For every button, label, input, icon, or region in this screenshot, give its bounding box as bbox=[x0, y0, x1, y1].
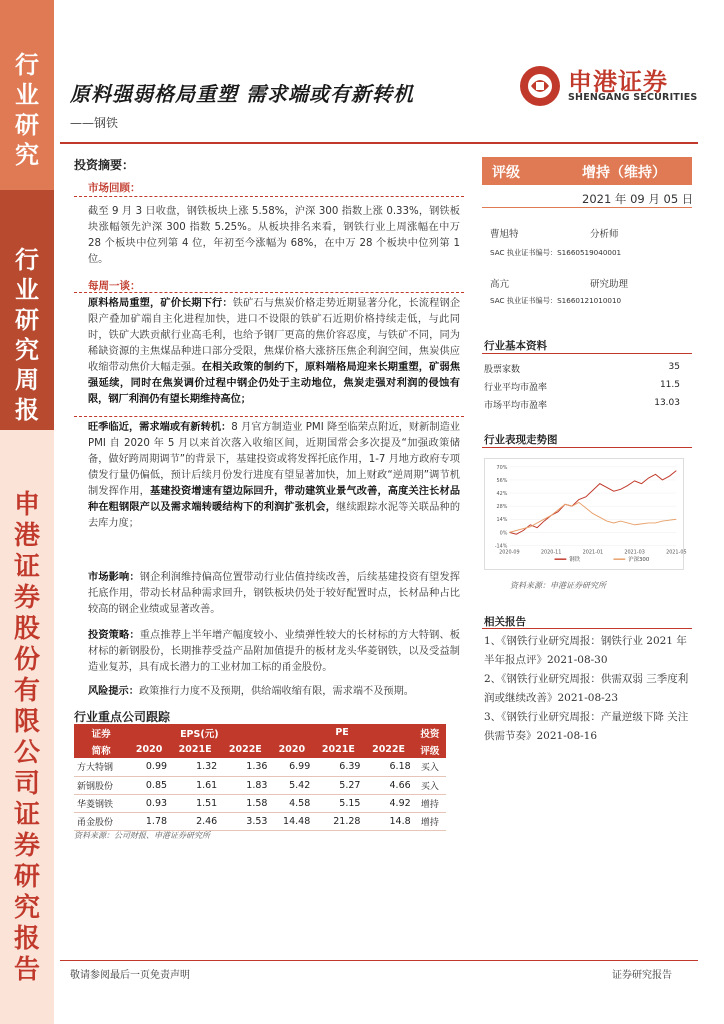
col-rating-1: 投资 bbox=[414, 724, 446, 741]
footer-disclaimer: 敬请参阅最后一页免责声明 bbox=[70, 970, 190, 981]
divider bbox=[482, 207, 692, 208]
cell-rating: 买入 bbox=[414, 758, 446, 776]
cell-eps: 0.85 bbox=[128, 776, 170, 794]
col-year: 2020 bbox=[128, 741, 170, 758]
analyst-title: 研究助理 bbox=[590, 279, 629, 290]
cell-pe: 5.42 bbox=[270, 776, 313, 794]
divider bbox=[74, 416, 464, 417]
investment-strategy bbox=[88, 628, 460, 676]
cell-pe: 5.15 bbox=[313, 794, 363, 812]
weekly-paragraph-1 bbox=[88, 296, 460, 408]
table-row bbox=[74, 758, 446, 776]
table-row bbox=[74, 794, 446, 812]
weekly-1-body: 铁矿石与焦炭价格走势近期显著分化，长流程钢企限产叠加矿端自主化进程加快，进口不设限的铁矿石近期价格持续走低，与此同时，铁矿大跌贡献行业高毛利，也给予钢厂更高的焦价容忍度，与铁矿不同，同为稀缺资源的主焦煤品种进口部分受限，焦煤价格大涨挤压焦企利润空间，焦炭供应收缩带动焦价大幅走强。 bbox=[88, 298, 461, 373]
report-date: 2021 年 09 月 05 日 bbox=[582, 192, 694, 206]
risk-warning-head: 风险提示： bbox=[88, 686, 139, 697]
cell-pe: 5.27 bbox=[313, 776, 363, 794]
cell-pe: 6.39 bbox=[313, 758, 363, 776]
logo-mark-icon bbox=[518, 64, 562, 108]
cell-name: 方大特钢 bbox=[74, 758, 128, 776]
summary-heading: 投资摘要： bbox=[74, 158, 135, 172]
performance-heading: 行业表现走势图 bbox=[484, 434, 558, 446]
weekly-2-end: 继续跟踪水泥等关联品种的去库力度； bbox=[88, 502, 461, 529]
rating-value: 增持（维持） bbox=[582, 165, 666, 181]
cell-pe: 4.66 bbox=[363, 776, 413, 794]
chart-y-tick-label: 14% bbox=[496, 517, 508, 524]
cell-pe: 14.8 bbox=[363, 812, 413, 830]
col-year: 2022E bbox=[363, 741, 413, 758]
chart-y-tick-label: 42% bbox=[496, 491, 508, 498]
report-subtitle: ——钢铁 bbox=[70, 116, 119, 130]
cell-rating: 买入 bbox=[414, 776, 446, 794]
table-row bbox=[74, 812, 446, 830]
sidebar-label-industry-research: 行 业 研 究 bbox=[15, 50, 39, 169]
divider bbox=[482, 353, 692, 354]
performance-chart bbox=[484, 458, 687, 570]
market-impact-text: 钢企利润维持偏高位置带动行业估值持续改善，后续基建投资有望发挥托底作用，带动长材品种需求回升，钢铁板块仍处于较好配置时点，长材品种占比较高的钢企业绩或显著改善。 bbox=[88, 572, 460, 615]
market-review-heading: 市场回顾： bbox=[88, 182, 141, 194]
cell-pe: 4.58 bbox=[270, 794, 313, 812]
performance-source: 资料来源：申港证券研究所 bbox=[510, 581, 606, 590]
company-table-source: 资料来源：公司财报、申港证券研究所 bbox=[74, 831, 210, 840]
chart-legend-label: 沪深300 bbox=[628, 557, 650, 564]
divider bbox=[482, 628, 692, 629]
cell-name: 新钢股份 bbox=[74, 776, 128, 794]
analyst-sac: SAC 执业证书编号：S1660519040001 bbox=[490, 248, 622, 257]
cell-name: 华菱钢铁 bbox=[74, 794, 128, 812]
col-year: 2020 bbox=[270, 741, 313, 758]
market-review-text: 截至 9 月 3 日收盘，钢铁板块上涨 5.58%，沪深 300 指数上涨 0.33%，钢铁板块涨幅领先沪深 300 指数 5.25%。从板块排名来看，钢铁行业上周涨幅在中万 28 个板块中位列第 4 位，年初至今涨幅为 68%，在中万 28 个板块中位列第 1 位。 bbox=[88, 206, 460, 265]
weekly-1-tail: 在相关政策的制约下，原料端格局迎来长期重塑，矿弱焦强延续，同时在焦炭调价过程中钢企仍处于主动地位，焦炭走强对利润的侵蚀有限，钢厂利润仍有望长期维持高位； bbox=[88, 362, 461, 405]
chart-x-tick-label: 2020-09 bbox=[499, 549, 520, 556]
logo-name-en: SHENGANG SECURITIES bbox=[568, 92, 698, 103]
table-header-row bbox=[74, 741, 446, 758]
risk-warning bbox=[88, 684, 460, 700]
cell-name: 甬金股份 bbox=[74, 812, 128, 830]
cell-eps: 0.93 bbox=[128, 794, 170, 812]
analyst-name: 曹旭特 bbox=[490, 229, 519, 240]
logo-name-cn: 申港证券 bbox=[568, 68, 668, 96]
divider bbox=[74, 196, 464, 197]
chart-x-tick-label: 2020-11 bbox=[540, 549, 562, 556]
cell-rating: 增持 bbox=[414, 812, 446, 830]
col-year: 2021E bbox=[313, 741, 363, 758]
col-year: 2021E bbox=[170, 741, 220, 758]
cell-eps: 0.99 bbox=[128, 758, 170, 776]
market-impact bbox=[88, 570, 460, 618]
analyst-name: 高亢 bbox=[490, 279, 510, 290]
chart-y-tick-label: -14% bbox=[494, 543, 508, 550]
col-group-pe: PE bbox=[270, 724, 413, 741]
sidebar-label-weekly: 行 业 研 究 周 报 bbox=[15, 245, 39, 424]
cell-eps: 1.32 bbox=[170, 758, 220, 776]
chart-y-tick-label: 56% bbox=[496, 477, 508, 484]
sidebar bbox=[0, 0, 54, 1024]
col-name: 简称 bbox=[74, 741, 128, 758]
col-security: 证券 bbox=[74, 724, 128, 741]
cell-eps: 1.36 bbox=[220, 758, 270, 776]
divider bbox=[482, 447, 692, 448]
col-rating-2: 评级 bbox=[414, 741, 446, 758]
chart-y-tick-label: 28% bbox=[496, 504, 508, 511]
weekly-2-body: 8 月官方制造业 PMI 降至临荣点附近，财新制造业 PMI 自 2020 年 5 月以来首次落入收缩区间，近期国常会多次提及“加强政策储备，做好跨周期调节”的背景下，基建投资或将发挥托底作用，1-7 月地方政府专项债发行量仍偏低，预计后续月份发行进度有望显著加快，加上财政“逆周期”调节机制发挥作用， bbox=[88, 422, 460, 497]
weekly-2-tail: 基建投资增速有望边际回升，带动建筑业景气改善，高度关注长材品种在粗钢限产以及需求端转暖结构下的利润扩张机会， bbox=[88, 486, 461, 513]
cell-pe: 14.48 bbox=[270, 812, 313, 830]
divider bbox=[74, 292, 464, 293]
chart-x-tick-label: 2021-05 bbox=[666, 549, 687, 556]
footer-rule bbox=[60, 960, 698, 961]
header-rule bbox=[60, 142, 698, 144]
company-table bbox=[74, 724, 446, 831]
cell-pe: 4.92 bbox=[363, 794, 413, 812]
weekly-1-lead: 原料格局重塑，矿价长期下行： bbox=[88, 298, 233, 309]
related-report[interactable]: 1、《钢铁行业研究周报：钢铁行业 2021 年半年报点评》2021-08-30 bbox=[484, 635, 687, 666]
weekly-heading: 每周一谈： bbox=[88, 280, 141, 292]
market-impact-head: 市场影响： bbox=[88, 572, 140, 583]
cell-pe: 21.28 bbox=[313, 812, 363, 830]
cell-eps: 1.83 bbox=[220, 776, 270, 794]
rating-label: 评级 bbox=[492, 165, 520, 181]
weekly-2-lead: 旺季临近，需求端或有新转机： bbox=[88, 422, 232, 433]
cell-rating: 增持 bbox=[414, 794, 446, 812]
company-table-title: 行业重点公司跟踪 bbox=[74, 710, 171, 724]
company-logo bbox=[518, 62, 708, 106]
cell-eps: 1.51 bbox=[170, 794, 220, 812]
cell-pe: 6.99 bbox=[270, 758, 313, 776]
cell-pe: 6.18 bbox=[363, 758, 413, 776]
col-group-eps: EPS(元) bbox=[128, 724, 270, 741]
chart-x-tick-label: 2021-03 bbox=[624, 549, 645, 556]
cell-eps: 1.61 bbox=[170, 776, 220, 794]
cell-eps: 1.58 bbox=[220, 794, 270, 812]
col-year: 2022E bbox=[220, 741, 270, 758]
related-report[interactable]: 3、《钢铁行业研究周报：产量逆级下降 关注供需节奏》2021-08-16 bbox=[484, 711, 689, 742]
table-header-row bbox=[74, 724, 446, 741]
chart-series-line bbox=[509, 502, 676, 532]
chart-x-tick-label: 2021-01 bbox=[582, 549, 604, 556]
analyst-title: 分析师 bbox=[590, 229, 619, 240]
industry-info-heading: 行业基本资料 bbox=[484, 340, 547, 352]
related-report[interactable]: 2、《钢铁行业研究周报：供需双弱 三季度利润或继续改善》2021-08-23 bbox=[484, 673, 689, 704]
report-title: 原料强弱格局重塑 需求端或有新转机 bbox=[70, 82, 414, 106]
cell-eps: 1.78 bbox=[128, 812, 170, 830]
chart-legend-label: 钢铁 bbox=[569, 557, 581, 564]
risk-warning-text: 政策推行力度不及预期，供给端收缩有限，需求端不及预期。 bbox=[138, 686, 414, 697]
cell-eps: 2.46 bbox=[170, 812, 220, 830]
cell-eps: 3.53 bbox=[220, 812, 270, 830]
related-heading: 相关报告 bbox=[484, 616, 526, 628]
table-row bbox=[74, 776, 446, 794]
chart-y-tick-label: 70% bbox=[496, 464, 508, 471]
weekly-paragraph-2 bbox=[88, 420, 460, 532]
footer-label: 证券研究报告 bbox=[612, 970, 672, 981]
analyst-sac: SAC 执业证书编号：S1660121010010 bbox=[490, 296, 622, 305]
chart-y-tick-label: 0% bbox=[499, 530, 508, 537]
investment-strategy-text: 重点推荐上半年增产幅度较小、业绩弹性较大的长材标的方大特钢、板材标的新钢股份，长期推荐受益产品附加值提升的板材龙头华菱钢铁，以及受益制造业复苏，具有成长潜力的工业材加工标的甬金股份。 bbox=[88, 630, 460, 673]
investment-strategy-head: 投资策略： bbox=[88, 630, 140, 641]
sidebar-label-company: 申 港 证 券 股 份 有 限 公 司 证 券 研 究 报 告 bbox=[13, 490, 40, 985]
